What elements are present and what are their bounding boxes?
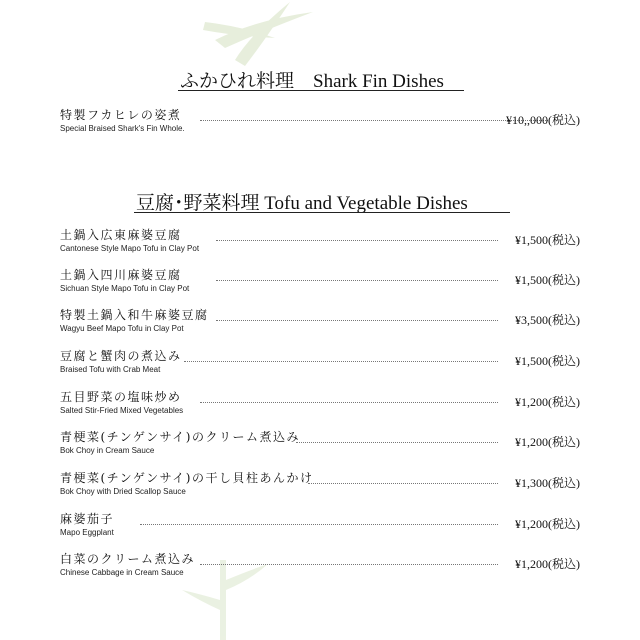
dish-price: ¥1,500(税込) bbox=[515, 273, 580, 287]
menu-item bbox=[60, 347, 580, 381]
dotted-leader bbox=[296, 442, 498, 443]
dotted-leader bbox=[216, 240, 498, 241]
dish-name-en: Mapo Eggplant bbox=[60, 528, 114, 537]
dish-name-en: Bok Choy with Dried Scallop Sauce bbox=[60, 487, 186, 496]
dish-price: ¥1,200(税込) bbox=[515, 557, 580, 571]
dish-name-jp: 青梗菜(チンゲンサイ)の干し貝柱あんかけ bbox=[60, 471, 314, 485]
dish-price: ¥3,500(税込) bbox=[515, 313, 580, 327]
dish-price: ¥10,,000(税込) bbox=[506, 113, 580, 127]
section-title-underline bbox=[134, 212, 510, 213]
dish-price: ¥1,500(税込) bbox=[515, 233, 580, 247]
dish-name-jp: 五目野菜の塩味炒め bbox=[60, 390, 182, 404]
dish-name-jp: 土鍋入四川麻婆豆腐 bbox=[60, 268, 182, 282]
menu-item bbox=[60, 388, 580, 422]
dish-name-en: Salted Stir-Fried Mixed Vegetables bbox=[60, 406, 184, 415]
dish-name-en: Chinese Cabbage in Cream Sauce bbox=[60, 568, 184, 577]
dish-name-jp: 麻婆茄子 bbox=[60, 512, 115, 526]
menu-item bbox=[60, 226, 580, 260]
menu-item bbox=[60, 306, 580, 340]
dish-name-jp: 特製土鍋入和牛麻婆豆腐 bbox=[60, 308, 209, 322]
dotted-leader bbox=[308, 483, 498, 484]
dish-price: ¥1,300(税込) bbox=[515, 476, 580, 490]
dish-name-en: Cantonese Style Mapo Tofu in Clay Pot bbox=[60, 244, 200, 253]
dish-name-en: Bok Choy in Cream Sauce bbox=[60, 446, 155, 455]
dotted-leader bbox=[216, 280, 498, 281]
section-title-tofu-vegetable: 豆腐･野菜料理 Tofu and Vegetable Dishes bbox=[136, 193, 468, 214]
dish-name-en: Special Braised Shark's Fin Whole. bbox=[60, 124, 185, 133]
dish-name-en: Wagyu Beef Mapo Tofu in Clay Pot bbox=[60, 324, 184, 333]
menu-item bbox=[60, 469, 580, 503]
section-title-underline bbox=[178, 90, 464, 91]
dish-name-jp: 青梗菜(チンゲンサイ)のクリーム煮込み bbox=[60, 430, 300, 444]
menu-item bbox=[60, 106, 580, 140]
dish-name-jp: 土鍋入広東麻婆豆腐 bbox=[60, 228, 182, 242]
dotted-leader bbox=[140, 524, 498, 525]
dish-price: ¥1,200(税込) bbox=[515, 395, 580, 409]
dotted-leader bbox=[200, 564, 498, 565]
section-title-shark-fin: ふかひれ料理 Shark Fin Dishes bbox=[180, 71, 444, 92]
dish-price: ¥1,200(税込) bbox=[515, 517, 580, 531]
dish-name-jp: 特製フカヒレの姿煮 bbox=[60, 108, 182, 122]
dish-name-en: Braised Tofu with Crab Meat bbox=[60, 365, 161, 374]
dish-price: ¥1,500(税込) bbox=[515, 354, 580, 368]
dotted-leader bbox=[216, 320, 498, 321]
dotted-leader bbox=[200, 402, 498, 403]
dish-name-jp: 豆腐と蟹肉の煮込み bbox=[60, 349, 182, 363]
menu-item bbox=[60, 266, 580, 300]
dotted-leader bbox=[200, 120, 548, 121]
menu-item bbox=[60, 550, 580, 584]
dish-price: ¥1,200(税込) bbox=[515, 435, 580, 449]
dotted-leader bbox=[184, 361, 498, 362]
dish-name-en: Sichuan Style Mapo Tofu in Clay Pot bbox=[60, 284, 190, 293]
menu-item bbox=[60, 428, 580, 462]
menu-item bbox=[60, 510, 580, 544]
bamboo-leaf-decoration-icon bbox=[195, 0, 325, 70]
dish-name-jp: 白菜のクリーム煮込み bbox=[60, 552, 196, 566]
